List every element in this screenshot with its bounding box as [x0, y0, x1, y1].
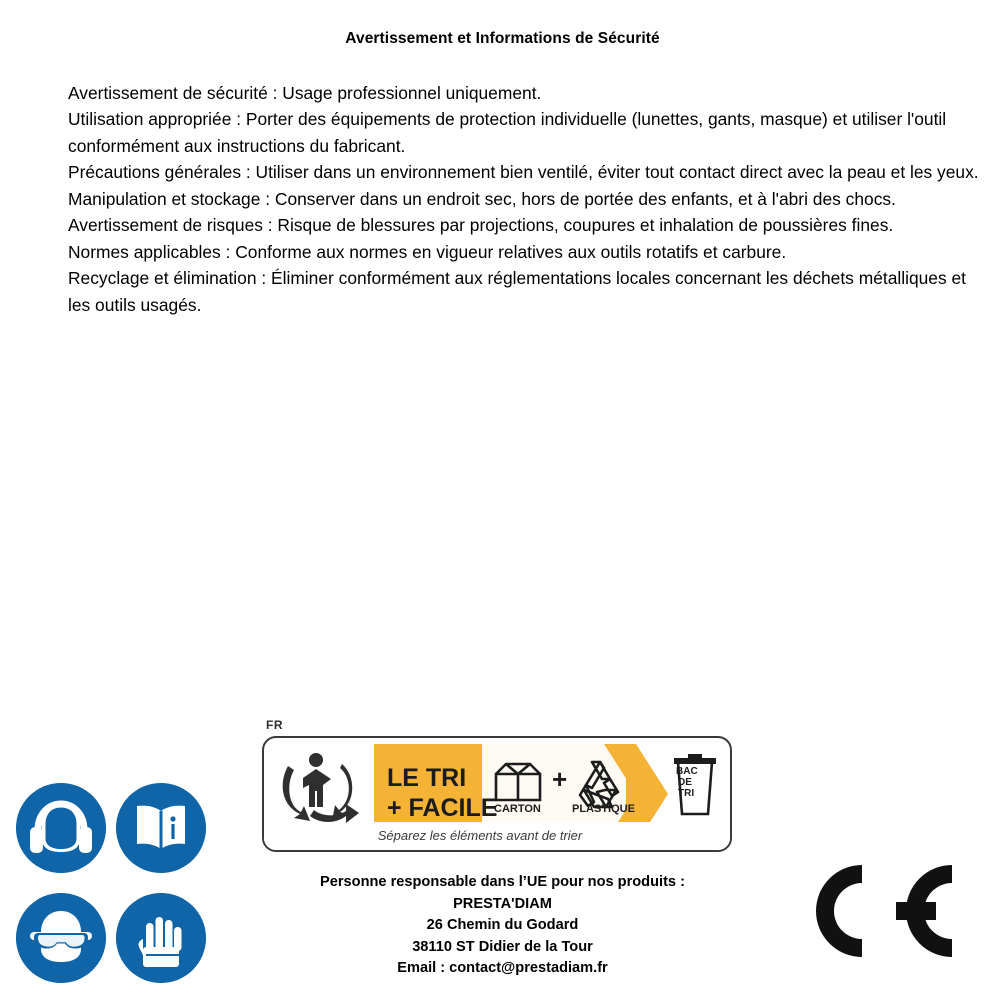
company-address: 26 Chemin du Godard [426, 917, 579, 934]
page-title: Avertissement et Informations de Sécurité [345, 30, 660, 47]
ce-marking-icon [800, 855, 960, 967]
read-manual-icon [116, 783, 206, 873]
responsible-person-prefix: Personne responsable dans l’ [320, 874, 527, 890]
svg-text:+: + [552, 764, 568, 794]
paragraph-appropriate-use: Utilisation appropriée : Porter des équipements de protection individuelle (lunettes, gants, masque) et utiliser l'outil conformément aux instructions du fabricant. [68, 109, 947, 156]
paragraph-handling-storage: Manipulation et stockage : Conserver dans un endroit sec, hors de portée des enfants, et à l'abri des chocs. [68, 188, 896, 209]
company-city: 38110 ST Didier de la Tour [412, 938, 593, 955]
eu-abbreviation: UE [526, 874, 548, 890]
svg-text:LE TRI: LE TRI [387, 764, 467, 792]
svg-text:PLASTIQUE: PLASTIQUE [572, 803, 635, 815]
paragraph-applicable-standards: Normes applicables : Conforme aux normes en vigueur relatives aux outils rotatifs et carbure. [68, 241, 787, 262]
paragraph-general-precautions: Précautions générales : Utiliser dans un environnement bien ventilé, éviter tout contact direct avec la peau et les yeux. [68, 162, 979, 183]
svg-text:TRI: TRI [678, 788, 695, 799]
svg-text:+ FACILE: + FACILE [387, 794, 498, 822]
svg-text:Séparez les éléments avant de: Séparez les éléments avant de trier [377, 828, 583, 843]
paragraph-safety-warning: Avertissement de sécurité : Usage professionnel uniquement. [68, 83, 542, 103]
recycling-sorting-label [262, 718, 732, 858]
paragraph-recycling-disposal: Recyclage et élimination : Éliminer conformément aux réglementations locales concernant les déchets métalliques et les outils usagés. [68, 268, 967, 315]
company-name: PRESTA'DIAM [453, 895, 552, 912]
responsible-person-suffix: pour nos produits : [547, 874, 685, 890]
safety-information-text [68, 80, 983, 318]
company-email: Email : contact@prestadiam.fr [397, 960, 608, 977]
svg-text:CARTON: CARTON [494, 803, 541, 815]
country-code-label: FR [266, 718, 283, 732]
ear-protection-icon [16, 783, 106, 873]
svg-text:BAC: BAC [676, 766, 698, 777]
paragraph-risk-warning: Avertissement de risques : Risque de blessures par projections, coupures et inhalation de poussières fines. [68, 215, 894, 236]
tri-label-box [262, 736, 732, 852]
svg-text:DE: DE [678, 777, 692, 788]
